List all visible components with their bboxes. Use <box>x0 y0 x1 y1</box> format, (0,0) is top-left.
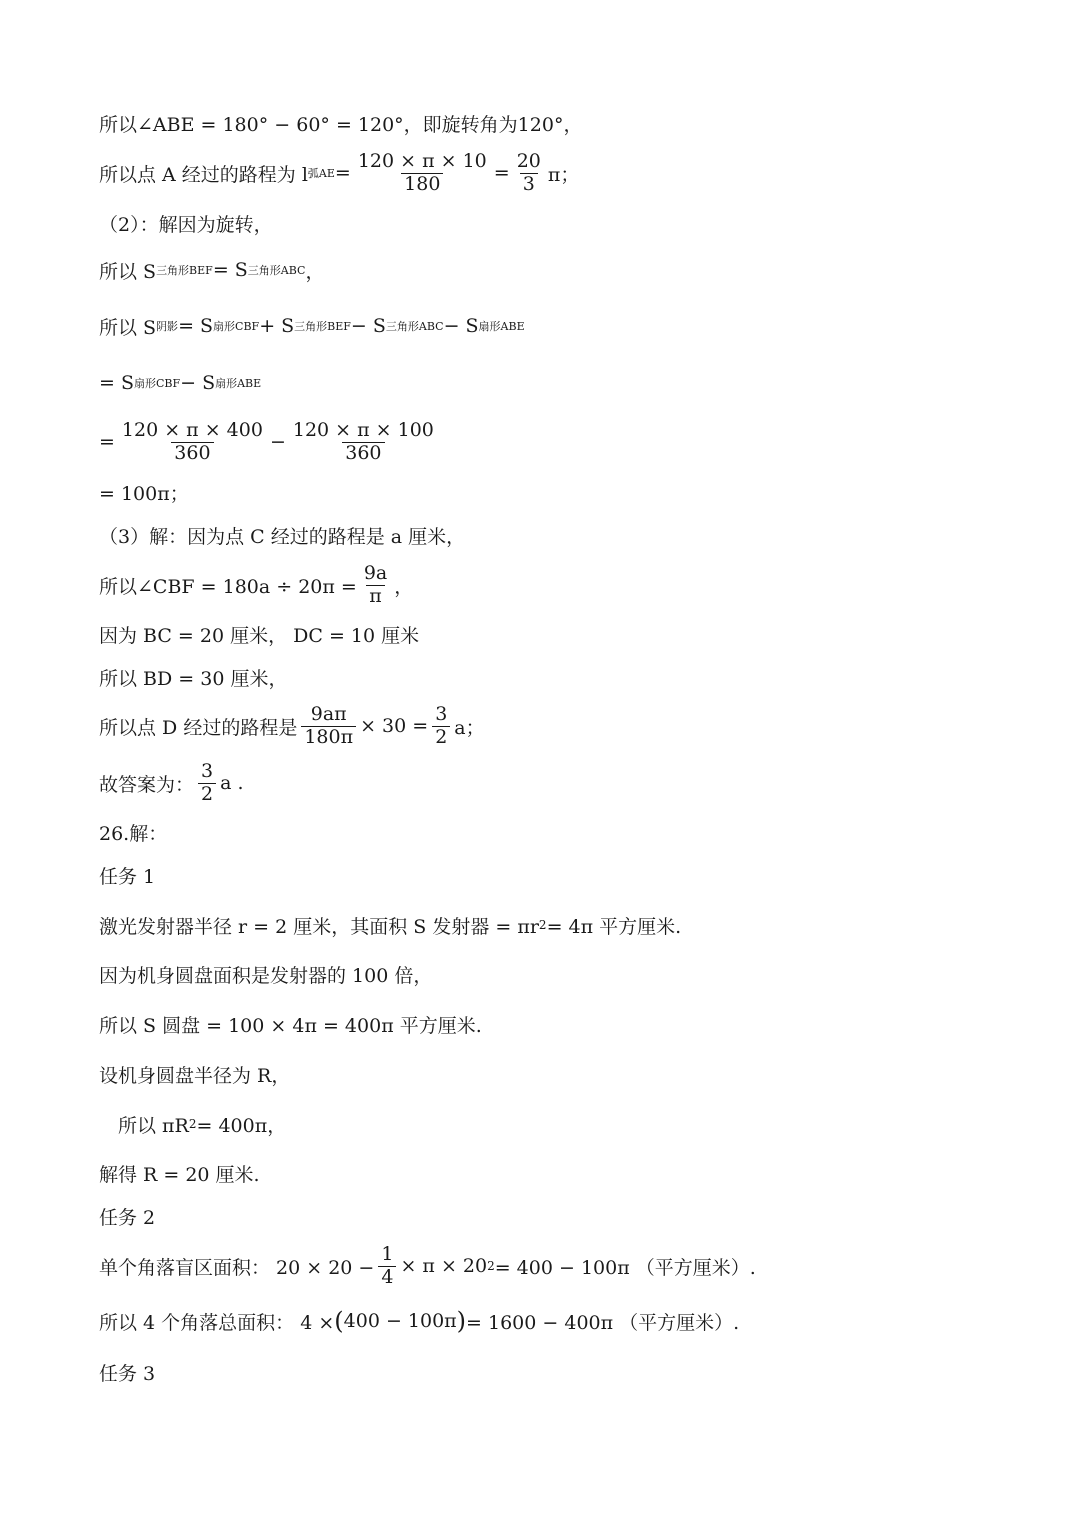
line-four-corners-total <box>99 1301 739 1341</box>
fraction <box>378 1244 396 1289</box>
numerator: 3 <box>201 759 214 782</box>
subscript: 扇形ABE <box>215 377 262 390</box>
subscript: 扇形CBF <box>133 377 181 390</box>
subscript: 三角形BEF <box>156 264 213 277</box>
text: × π × 20 <box>400 1255 488 1277</box>
line-fraction-difference <box>99 418 441 464</box>
line-radius-equation <box>118 1104 286 1144</box>
text: （2）：解因为旋转， <box>99 213 273 236</box>
denominator: 360 <box>171 442 213 465</box>
text: = <box>493 162 510 184</box>
subscript: 扇形CBF <box>213 320 260 333</box>
denominator: 2 <box>432 726 450 749</box>
text: = <box>99 431 115 453</box>
text: = <box>334 162 351 184</box>
text: 任务 1 <box>99 865 156 888</box>
fraction <box>198 761 216 806</box>
denominator: 180π <box>301 726 356 749</box>
fraction <box>290 420 437 465</box>
line-task1-heading <box>99 855 155 895</box>
text: 故答案为： <box>99 773 195 796</box>
text: 400 − 100π <box>343 1310 457 1332</box>
text: π； <box>547 163 580 186</box>
text: 所以 S <box>99 316 157 339</box>
text: = S <box>212 259 248 281</box>
line-answer <box>99 759 244 805</box>
subscript: 阴影 <box>156 320 179 333</box>
line-set-radius <box>99 1054 290 1094</box>
line-shaded-area <box>99 306 525 346</box>
superscript: 2 <box>188 1117 197 1131</box>
line-angle-cbf <box>99 561 414 607</box>
line-emitter-area <box>99 905 681 945</box>
text: + S <box>259 315 295 337</box>
line-result-100pi <box>99 472 189 512</box>
superscript: 2 <box>538 918 547 932</box>
line-path-length-d <box>99 702 485 748</box>
text: 任务 3 <box>99 1362 156 1385</box>
subscript: 三角形ABC <box>385 320 444 333</box>
text: a . <box>220 772 244 794</box>
text: 所以 πR <box>118 1114 189 1137</box>
subscript: 弧AE <box>307 167 335 180</box>
text: 所以∠ABE = 180° − 60° = 120°，即旋转角为120°， <box>99 113 583 136</box>
text: − S <box>443 315 479 337</box>
subscript: 三角形ABC <box>247 264 306 277</box>
line-part2-heading <box>99 203 273 243</box>
line-path-length-a <box>99 149 580 195</box>
text: − S <box>180 372 216 394</box>
line-disk-multiple <box>99 954 432 994</box>
denominator: π <box>366 585 385 608</box>
fraction <box>432 704 450 749</box>
text: ， <box>394 575 414 598</box>
text: − S <box>350 315 386 337</box>
text: 解得 R = 20 厘米. <box>99 1163 260 1186</box>
line-corner-blind-area <box>99 1242 756 1288</box>
line-task2-heading <box>99 1196 155 1236</box>
text: 所以点 D 经过的路程是 <box>99 716 298 739</box>
text: 因为机身圆盘面积是发射器的 100 倍， <box>99 964 433 987</box>
line-radius-result <box>99 1153 260 1193</box>
line-part3-heading <box>99 515 465 555</box>
line-rotation-angle <box>99 103 582 143</box>
denominator: 4 <box>378 1266 396 1289</box>
numerator: 20 <box>516 149 541 172</box>
numerator: 1 <box>381 1242 394 1265</box>
text: = 4π 平方厘米. <box>546 915 682 938</box>
subscript: 扇形ABE <box>478 320 525 333</box>
line-task3-heading <box>99 1352 155 1392</box>
text: = 400π， <box>196 1114 287 1137</box>
text: = 100π； <box>99 482 189 505</box>
text: − <box>269 431 286 453</box>
fraction <box>514 151 544 196</box>
text: 所以 BD = 30 厘米， <box>99 667 288 690</box>
numerator: 9aπ <box>310 702 347 725</box>
denominator: 3 <box>520 173 538 196</box>
text: 所以 4 个角落总面积： 4 × <box>99 1311 335 1334</box>
text: 设机身圆盘半径为 R， <box>99 1064 291 1087</box>
subscript: 三角形BEF <box>294 320 351 333</box>
text: = S <box>178 315 214 337</box>
text: = S <box>99 372 134 394</box>
text: 所以点 A 经过的路程为 l <box>99 163 308 186</box>
text: 因为 BC = 20 厘米， DC = 10 厘米 <box>99 624 420 647</box>
line-bc-dc <box>99 614 419 654</box>
text: （3）解：因为点 C 经过的路程是 a 厘米， <box>99 525 466 548</box>
numerator: 3 <box>435 702 448 725</box>
text: = 400 − 100π （平方厘米）. <box>494 1256 756 1279</box>
line-sector-difference <box>99 363 261 403</box>
text: × 30 = <box>360 715 429 737</box>
denominator: 360 <box>342 442 384 465</box>
text: 所以 S <box>99 260 157 283</box>
line-triangle-equal <box>99 250 324 290</box>
right-paren: ) <box>456 1307 467 1335</box>
text: 激光发射器半径 r = 2 厘米，其面积 S 发射器 = πr <box>99 915 539 938</box>
text: = 1600 − 400π （平方厘米）. <box>466 1311 740 1334</box>
text: a； <box>454 716 485 739</box>
fraction <box>355 151 490 196</box>
numerator: 120 × π × 400 <box>121 418 263 441</box>
text: 所以 S 圆盘 = 100 × 4π = 400π 平方厘米. <box>99 1014 482 1037</box>
denominator: 2 <box>198 783 216 806</box>
fraction <box>301 704 356 749</box>
text: 单个角落盲区面积： 20 × 20 − <box>99 1256 375 1279</box>
text: 26.解： <box>99 822 168 845</box>
superscript: 2 <box>487 1259 495 1273</box>
fraction <box>361 563 390 608</box>
numerator: 120 × π × 10 <box>357 149 487 172</box>
denominator: 180 <box>401 173 443 196</box>
left-paren: ( <box>334 1307 344 1335</box>
line-disk-area <box>99 1004 482 1044</box>
text: 任务 2 <box>99 1206 156 1229</box>
numerator: 9a <box>363 561 388 584</box>
numerator: 120 × π × 100 <box>292 418 434 441</box>
line-q26-heading <box>99 812 167 852</box>
fraction <box>119 420 266 465</box>
text: ， <box>305 260 325 283</box>
text: 所以∠CBF = 180a ÷ 20π = <box>99 575 357 598</box>
line-bd <box>99 657 287 697</box>
